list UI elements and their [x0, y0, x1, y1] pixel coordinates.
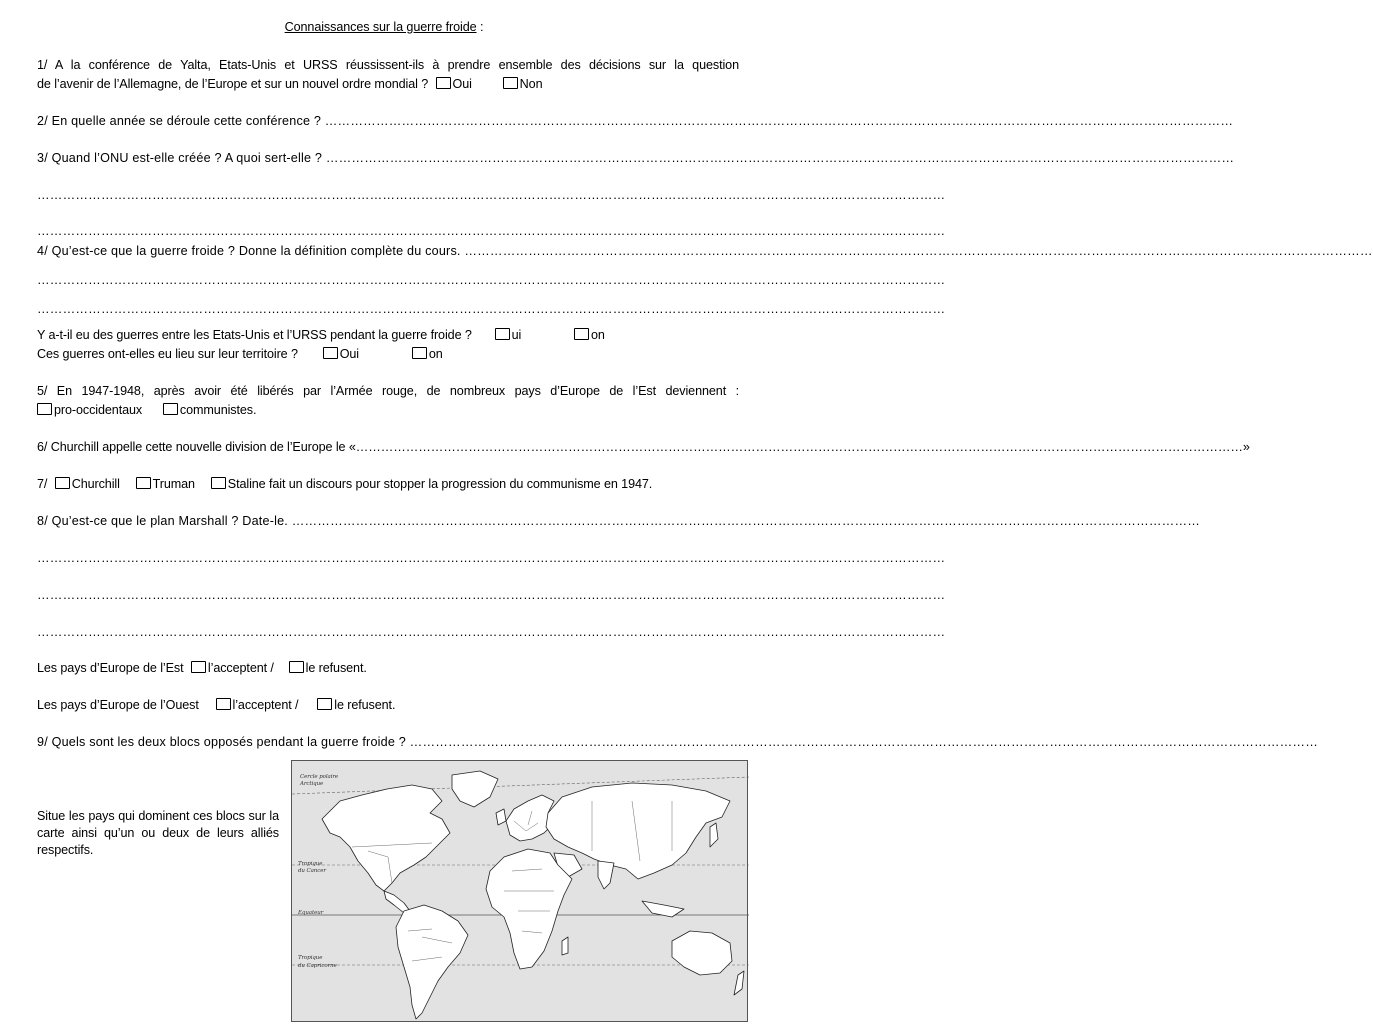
- madagascar: [562, 937, 568, 955]
- central-america: [384, 891, 410, 913]
- west-accept-checkbox[interactable]: [216, 698, 231, 710]
- arctic-label-2: Arctique: [300, 781, 324, 787]
- q9-question: 9/ Quels sont les deux blocs opposés pendant la guerre froide ?: [37, 735, 410, 749]
- q4-question: 4/ Qu’est-ce que la guerre froide ? Donne la définition complète du cours.: [37, 244, 465, 258]
- east-line: [37, 660, 367, 676]
- title-text: Connaissances sur la guerre froide: [284, 20, 477, 34]
- japan: [710, 823, 718, 847]
- south-america: [396, 905, 468, 1019]
- q3-line: [37, 150, 1235, 166]
- equator-label: Equateur: [298, 910, 324, 916]
- q5-communistes-label: communistes.: [179, 403, 257, 417]
- worksheet-title: [0, 19, 768, 35]
- africa: [486, 849, 572, 969]
- q3-question: 3/ Quand l’ONU est-elle créée ? A quoi sert-elle ?: [37, 151, 326, 165]
- q9-line: [37, 734, 1319, 750]
- q1-oui-checkbox[interactable]: [436, 77, 451, 89]
- territory-question: Ces guerres ont-elles eu lieu sur leur territoire ?: [37, 347, 298, 361]
- q6-question: 6/ Churchill appelle cette nouvelle division de l’Europe le «: [37, 440, 356, 454]
- east-label: Les pays d’Europe de l’Est: [37, 661, 184, 675]
- q5-options: [33, 402, 256, 418]
- q4-answer-line-3[interactable]: ……………………………………………………………………………………………………………………………………………………………………………………………: [37, 302, 946, 316]
- east-accept-checkbox[interactable]: [191, 661, 206, 673]
- q1-line2: [37, 76, 542, 92]
- west-label: Les pays d’Europe de l’Ouest: [37, 698, 199, 712]
- india: [598, 861, 614, 889]
- west-line: [37, 697, 395, 713]
- q5-pro-occidentaux-checkbox[interactable]: [37, 403, 52, 415]
- cancer-label-1: Tropique: [298, 861, 323, 867]
- q8-answer-line-4[interactable]: ……………………………………………………………………………………………………………………………………………………………………………………………: [37, 625, 946, 639]
- east-refuse-label: le refusent.: [305, 661, 367, 675]
- map-instruction: Situe les pays qui dominent ces blocs sur la carte ainsi qu’un ou deux de leurs alliés respectifs.: [37, 809, 279, 857]
- q1-non-checkbox[interactable]: [503, 77, 518, 89]
- east-refuse-checkbox[interactable]: [289, 661, 304, 673]
- world-map[interactable]: [291, 760, 748, 1022]
- new-zealand: [734, 971, 744, 995]
- q8-answer-line-3[interactable]: ……………………………………………………………………………………………………………………………………………………………………………………………: [37, 588, 946, 602]
- q8-question: 8/ Qu’est-ce que le plan Marshall ? Date-le.: [37, 514, 292, 528]
- australia: [672, 931, 732, 975]
- wars-oui-label: ui: [511, 328, 522, 342]
- q6-answer-blank[interactable]: ……………………………………………………………………………………………………………………………………………………………………………………………: [355, 440, 1243, 454]
- capricorn-label-1: Tropique: [298, 955, 323, 961]
- q6-closing-quote: »: [1242, 440, 1250, 454]
- q8-answer-blank[interactable]: ……………………………………………………………………………………………………………………………………………………………………………………………: [291, 514, 1201, 528]
- q3-answer-blank[interactable]: ……………………………………………………………………………………………………………………………………………………………………………………………: [325, 151, 1235, 165]
- q1-line1: 1/ A la conférence de Yalta, Etats-Unis et URSS réussissent-ils à prendre ensemble des décisions sur la question: [37, 58, 739, 72]
- title-colon: :: [476, 20, 484, 34]
- q7-churchill-label: Churchill: [71, 477, 120, 491]
- british-isles: [496, 809, 506, 825]
- q7-staline-checkbox[interactable]: [211, 477, 226, 489]
- q7-staline-label: Staline: [227, 477, 266, 491]
- greenland: [452, 771, 498, 807]
- continents: [322, 771, 744, 1019]
- q7-truman-label: Truman: [152, 477, 195, 491]
- territory-oui-checkbox[interactable]: [323, 347, 338, 359]
- q6-line: [37, 439, 1250, 455]
- q8-answer-line-2[interactable]: ……………………………………………………………………………………………………………………………………………………………………………………………: [37, 551, 946, 565]
- wars-line: [37, 327, 605, 343]
- q5-pro-occidentaux-label: pro-occidentaux: [54, 403, 143, 417]
- wars-oui-checkbox[interactable]: [495, 328, 510, 340]
- territory-non-label: on: [428, 347, 443, 361]
- q1-question: de l’avenir de l’Allemagne, de l’Europe et sur un nouvel ordre mondial ?: [37, 77, 429, 91]
- q5-communistes-checkbox[interactable]: [163, 403, 178, 415]
- q8-line: [37, 513, 1201, 529]
- territory-oui-label: Oui: [339, 347, 360, 361]
- indonesia: [642, 901, 684, 917]
- q2-answer-blank[interactable]: ……………………………………………………………………………………………………………………………………………………………………………………………: [324, 114, 1234, 128]
- arctic-label-1: Cercle polaire: [300, 774, 339, 780]
- q3-answer-line-2[interactable]: ……………………………………………………………………………………………………………………………………………………………………………………………: [37, 188, 946, 202]
- q2-question: 2/ En quelle année se déroule cette conférence ?: [37, 114, 325, 128]
- q9-answer-blank[interactable]: ……………………………………………………………………………………………………………………………………………………………………………………………: [409, 735, 1319, 749]
- cancer-label-2: du Cancer: [298, 868, 326, 874]
- q1-oui-label: Oui: [452, 77, 472, 91]
- territory-non-checkbox[interactable]: [412, 347, 427, 359]
- q7-line: [37, 476, 652, 492]
- capricorn-label-2: du Capricorne: [298, 963, 337, 969]
- west-refuse-checkbox[interactable]: [317, 698, 332, 710]
- q5-line1: 5/ En 1947-1948, après avoir été libérés par l’Armée rouge, de nombreux pays d’Europe de l’Est deviennent :: [37, 384, 739, 398]
- q7-number: 7/: [37, 477, 48, 491]
- wars-question: Y a-t-il eu des guerres entre les Etats-Unis et l’URSS pendant la guerre froide ?: [37, 328, 472, 342]
- west-refuse-label: le refusent.: [334, 698, 396, 712]
- wars-non-checkbox[interactable]: [574, 328, 589, 340]
- north-america: [322, 785, 450, 891]
- q7-rest: fait un discours pour stopper la progression du communisme en 1947.: [265, 477, 653, 491]
- territory-line: [37, 346, 443, 362]
- q7-truman-checkbox[interactable]: [136, 477, 151, 489]
- west-accept-label: l’acceptent /: [232, 698, 299, 712]
- q3-answer-line-3[interactable]: ……………………………………………………………………………………………………………………………………………………………………………………………: [37, 224, 946, 238]
- q4-answer-blank[interactable]: ……………………………………………………………………………………………………………………………………………………………………………………………: [464, 244, 1373, 258]
- q7-churchill-checkbox[interactable]: [55, 477, 70, 489]
- q2-line: [37, 113, 1234, 129]
- q4-line: [37, 243, 1373, 259]
- q1-non-label: Non: [519, 77, 543, 91]
- wars-non-label: on: [591, 328, 605, 342]
- east-accept-label: l’acceptent /: [207, 661, 274, 675]
- q4-answer-line-2[interactable]: ……………………………………………………………………………………………………………………………………………………………………………………………: [37, 273, 946, 287]
- world-map-drawing: [292, 761, 749, 1023]
